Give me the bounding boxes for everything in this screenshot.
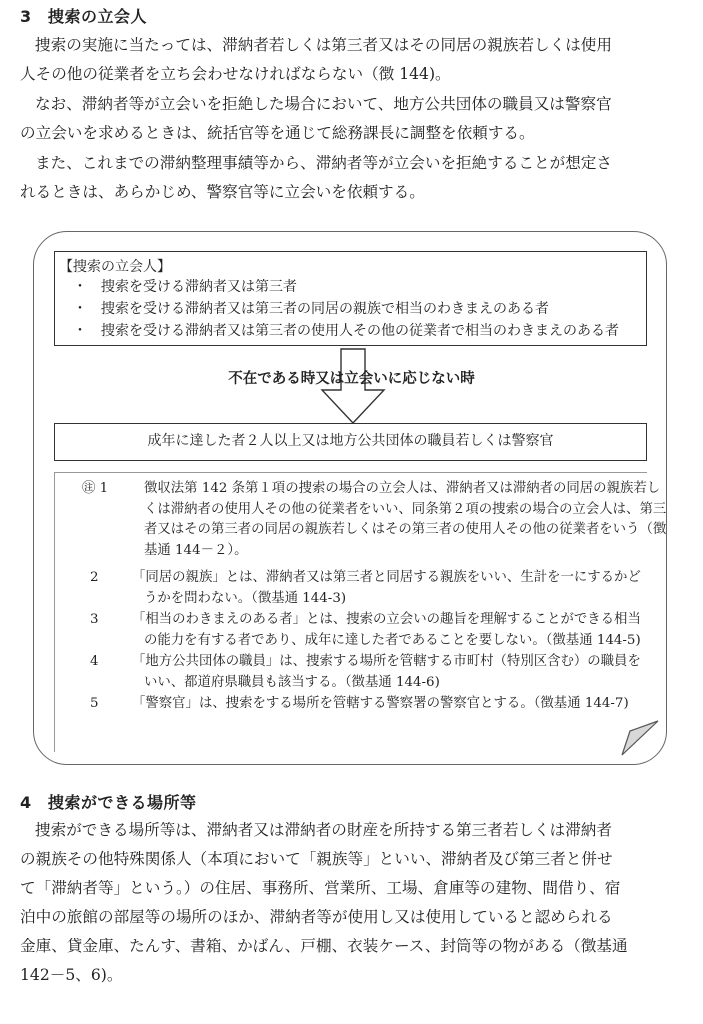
- text-line: の立会いを求めるときは、統括官等を通じて総務課長に調整を依頼する。: [20, 124, 535, 142]
- section-number: 4: [20, 793, 32, 812]
- attendee-item-text: 捜索を受ける滞納者又は第三者の使用人その他の従業者で相当のわきまえのある者: [101, 323, 619, 339]
- text-line: 捜索ができる場所等は、滞納者又は滞納者の財産を所持する第三者若しくは滞納者: [35, 821, 612, 839]
- text-line: て「滞納者等」という。）の住居、事務所、営業所、工場、倉庫等の建物、間借り、宿: [20, 879, 621, 897]
- text-line: 人その他の従業者を立ち会わせなければならない（徴 144)。: [20, 65, 451, 83]
- note-label: 3: [90, 612, 99, 627]
- attendee-item-text: 捜索を受ける滞納者又は第三者の同居の親族で相当のわきまえのある者: [101, 301, 549, 317]
- note-3: [90, 610, 641, 651]
- text-line: また、これまでの滞納整理事績等から、滞納者等が立会いを拒絶することが想定さ: [35, 154, 612, 172]
- note-line: 「同居の親族」とは、滞納者又は第三者と同居する親族をいい、生計を一にするかど: [132, 570, 641, 585]
- bullet: ・: [73, 279, 87, 295]
- attendee-box-title: 【捜索の立会人】: [59, 259, 171, 275]
- bullet: ・: [73, 301, 87, 317]
- note-label: 4: [90, 654, 99, 669]
- section-4-paragraph: [20, 816, 690, 990]
- note-1: [82, 479, 667, 561]
- note-4: [90, 652, 641, 693]
- attendee-item: [73, 320, 619, 340]
- text-line: 142－5、6)。: [20, 966, 123, 984]
- notes-box: [54, 472, 667, 752]
- text-line: 捜索の実施に当たっては、滞納者若しくは第三者又はその同居の親族若しくは使用: [35, 36, 612, 54]
- alternate-attendee-box: 成年に達した者２人以上又は地方公共団体の職員若しくは警察官: [54, 423, 647, 461]
- note-line: 基通 144－２）。: [144, 542, 248, 558]
- section-4-heading: [20, 790, 197, 813]
- attendee-item: [73, 276, 297, 296]
- text-line: 泊中の旅館の部屋等の場所のほか、滞納者等が使用し又は使用していると認められる: [20, 908, 613, 926]
- bullet: ・: [73, 323, 87, 339]
- text-line: の親族その他特殊関係人（本項において「親族等」といい、滞納者及び第三者と併せ: [20, 850, 613, 868]
- section-title: 捜索の立会人: [48, 7, 148, 26]
- text-line: なお、滞納者等が立会いを拒絶した場合において、地方公共団体の職員又は警察官: [35, 95, 612, 113]
- note-label: 2: [90, 570, 99, 585]
- note-line: の能力を有する者であり、成年に達した者であることを要しない。（徴基通 144-5): [144, 632, 641, 648]
- section-3-paragraph-2: [20, 90, 690, 148]
- attendee-box: [54, 251, 647, 346]
- note-line: 「地方公共団体の職員」は、捜索する場所を管轄する市町村（特別区含む）の職員を: [132, 654, 641, 669]
- note-line: いい、都道府県職員も該当する。（徴基通 144-6): [144, 674, 440, 690]
- section-3-paragraph-3: [20, 149, 690, 207]
- condition-label: [0, 367, 703, 388]
- section-3-paragraph-1: [20, 31, 690, 89]
- condition-text: 不在である時又は立会いに応じない時: [228, 371, 475, 387]
- note-line: 「警察官」は、捜索をする場所を管轄する警察署の警察官とする。（徴基通 144-7): [132, 696, 629, 711]
- attendee-item: [73, 298, 549, 318]
- note-line: うかを問わない。（徴基通 144-3): [144, 590, 347, 606]
- note-line: 「相当のわきまえのある者」とは、捜索の立会いの趣旨を理解することができる相当: [132, 612, 641, 627]
- section-title: 捜索ができる場所等: [48, 793, 197, 812]
- note-5: [90, 694, 629, 715]
- text-line: れるときは、あらかじめ、警察官等に立会いを依頼する。: [20, 183, 425, 201]
- note-2: [90, 568, 641, 609]
- text-line: 金庫、貸金庫、たんす、書箱、かばん、戸棚、衣装ケース、封筒等の物がある（徴基通: [20, 937, 628, 955]
- note-label: 5: [90, 696, 99, 711]
- note-line: くは滞納者の使用人その他の従業者をいい、同条第２項の捜索の場合の立会人は、第三: [144, 501, 667, 517]
- note-line: 徴収法第 142 条第１項の捜索の場合の立会人は、滞納者又は滞納者の同居の親族若し: [144, 481, 661, 496]
- note-line: 者又はその第三者の同居の親族若しくはその第三者の使用人その他の従業者をいう（徴: [144, 522, 667, 537]
- attendee-item-text: 捜索を受ける滞納者又は第三者: [101, 279, 297, 295]
- section-number: 3: [20, 7, 32, 26]
- section-3-heading: [20, 4, 147, 27]
- note-label: ㊟ 1: [82, 481, 109, 496]
